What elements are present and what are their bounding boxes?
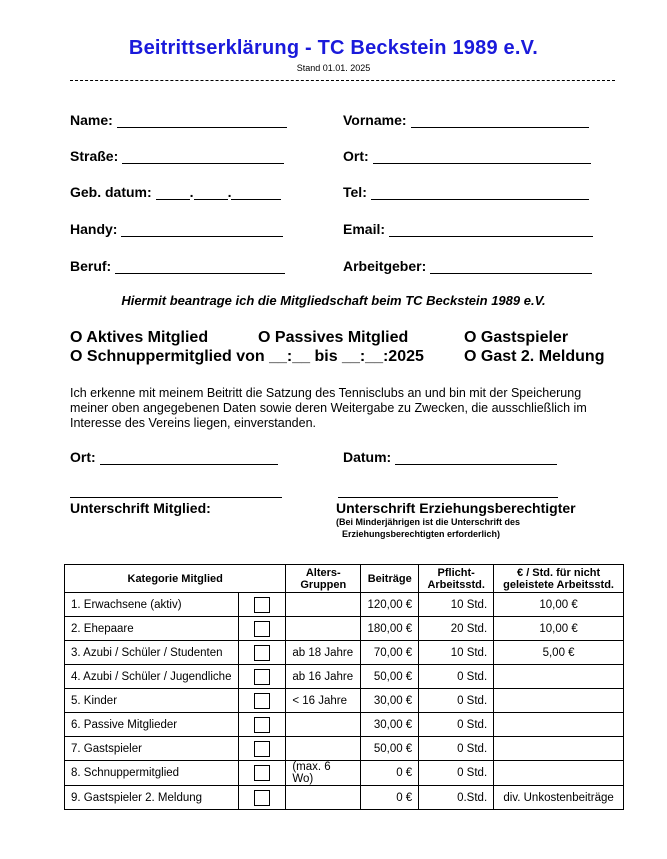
ort-line[interactable]: [373, 149, 591, 164]
vorname-field[interactable]: [343, 112, 589, 128]
cell-alter: [286, 786, 361, 810]
beruf-label: Beruf:: [70, 258, 112, 274]
datum-label: Datum:: [343, 449, 392, 465]
cell-kategorie: 7. Gastspieler: [65, 737, 239, 761]
cell-euro: 5,00 €: [494, 641, 624, 665]
cell-alter: [286, 617, 361, 641]
checkbox-cell: [239, 713, 286, 737]
signature-note-2: Erziehungsberechtigten erforderlich): [342, 529, 501, 539]
cell-euro: [494, 761, 624, 786]
cell-kategorie: 3. Azubi / Schüler / Studenten: [65, 641, 239, 665]
fee-table: [64, 564, 624, 810]
cell-euro: 10,00 €: [494, 617, 624, 641]
datum-field[interactable]: [343, 449, 557, 465]
category-checkbox[interactable]: [254, 765, 270, 781]
checkbox-cell: [239, 617, 286, 641]
vorname-label: Vorname:: [343, 112, 407, 128]
cell-kategorie: 9. Gastspieler 2. Meldung: [65, 786, 239, 810]
cell-kategorie: 6. Passive Mitglieder: [65, 713, 239, 737]
email-label: Email:: [343, 221, 386, 237]
cell-beitrag: 120,00 €: [361, 593, 419, 617]
checkbox-cell: [239, 689, 286, 713]
table-row: [65, 593, 624, 617]
table-row: [65, 617, 624, 641]
email-line[interactable]: [389, 222, 593, 237]
handy-label: Handy:: [70, 221, 118, 237]
cell-euro: [494, 737, 624, 761]
cell-kategorie: 4. Azubi / Schüler / Jugendliche: [65, 665, 239, 689]
geb-datum-field[interactable]: [70, 184, 281, 200]
category-checkbox[interactable]: [254, 597, 270, 613]
header-pflicht: [419, 565, 494, 593]
datum-line[interactable]: [395, 450, 557, 465]
page-title: Beitrittserklärung - TC Beckstein 1989 e.V.: [128, 37, 539, 59]
cell-beitrag: 50,00 €: [361, 665, 419, 689]
tel-field[interactable]: [343, 184, 589, 200]
cell-kategorie: 5. Kinder: [65, 689, 239, 713]
sign-ort-line[interactable]: [100, 450, 278, 465]
table-header-row: [65, 565, 624, 593]
date-separator: .: [227, 184, 232, 200]
cell-alter: (max. 6 Wo): [286, 761, 361, 786]
option-gast[interactable]: O Gastspieler: [464, 329, 569, 346]
cell-kategorie: 8. Schnuppermitglied: [65, 761, 239, 786]
table-row: [65, 761, 624, 786]
cell-std: 0 Std.: [419, 761, 494, 786]
table-row: [65, 737, 624, 761]
cell-alter: [286, 737, 361, 761]
tel-label: Tel:: [343, 184, 367, 200]
cell-std: 0 Std.: [419, 689, 494, 713]
category-checkbox[interactable]: [254, 645, 270, 661]
table-row: [65, 713, 624, 737]
cell-alter: [286, 713, 361, 737]
cell-euro: [494, 713, 624, 737]
cell-euro: [494, 665, 624, 689]
category-checkbox[interactable]: [254, 790, 270, 806]
sign-ort-label: Ort:: [70, 449, 96, 465]
header-pflicht-line2: Arbeitsstd.: [427, 578, 485, 591]
cell-euro: div. Unkostenbeiträge: [494, 786, 624, 810]
arbeitgeber-field[interactable]: [343, 258, 592, 274]
header-alters-line1: Alters-: [305, 566, 341, 579]
option-passiv[interactable]: O Passives Mitglied: [258, 329, 409, 346]
cell-beitrag: 0 €: [361, 786, 419, 810]
cell-euro: 10,00 €: [494, 593, 624, 617]
checkbox-cell: [239, 665, 286, 689]
header-kategorie: Kategorie Mitglied: [65, 565, 286, 593]
divider: [70, 80, 615, 81]
cell-std: 0.Std.: [419, 786, 494, 810]
table-row: [65, 665, 624, 689]
geb-year-line[interactable]: [231, 185, 281, 200]
cell-std: 0 Std.: [419, 737, 494, 761]
signature-line-mitglied[interactable]: [70, 497, 282, 498]
name-field[interactable]: [70, 112, 287, 128]
checkbox-cell: [239, 786, 286, 810]
cell-alter: ab 16 Jahre: [286, 665, 361, 689]
geb-datum-label: Geb. datum:: [70, 184, 152, 200]
cell-alter: ab 18 Jahre: [286, 641, 361, 665]
beruf-line[interactable]: [115, 259, 285, 274]
header-euro-line2: geleistete Arbeitsstd.: [503, 578, 614, 591]
cell-alter: [286, 593, 361, 617]
signature-label-erziehung: Unterschrift Erziehungsberechtigter: [336, 500, 576, 516]
category-checkbox[interactable]: [254, 669, 270, 685]
header-pflicht-line1: Pflicht-: [437, 566, 475, 579]
signature-line-erziehung[interactable]: [338, 497, 558, 498]
email-field[interactable]: [343, 221, 593, 237]
option-schnupper[interactable]: O Schnuppermitglied von __:__ bis __:__:2025: [70, 348, 424, 365]
tel-line[interactable]: [371, 185, 589, 200]
table-row: [65, 641, 624, 665]
table-row: [65, 786, 624, 810]
handy-line[interactable]: [121, 222, 283, 237]
table-row: [65, 689, 624, 713]
signature-label-mitglied: Unterschrift Mitglied:: [70, 500, 211, 516]
option-gast2[interactable]: O Gast 2. Meldung: [464, 348, 605, 365]
geb-day-line[interactable]: [156, 185, 190, 200]
header-euro-std: [494, 565, 624, 593]
cell-std: 0 Std.: [419, 665, 494, 689]
vorname-line[interactable]: [411, 113, 589, 128]
strasse-label: Straße:: [70, 148, 119, 164]
strasse-field[interactable]: [70, 148, 284, 164]
cell-beitrag: 70,00 €: [361, 641, 419, 665]
checkbox-cell: [239, 737, 286, 761]
ort-field[interactable]: [343, 148, 591, 164]
option-aktiv[interactable]: O Aktives Mitglied: [70, 329, 209, 346]
cell-beitrag: 0 €: [361, 761, 419, 786]
strasse-line[interactable]: [122, 149, 284, 164]
cell-beitrag: 30,00 €: [361, 713, 419, 737]
consent-text: Ich erkenne mit meinem Beitritt die Satzung des Tennisclubs an und bin mit der Speicherung meiner oben angegebenen Daten sowie deren Weitergabe zu Zwecken, die ausschließlich im Interesse des Vereins liegen, einverstanden.: [70, 386, 587, 430]
cell-std: 10 Std.: [419, 593, 494, 617]
membership-intro: Hiermit beantrage ich die Mitgliedschaft beim TC Beckstein 1989 e.V.: [121, 293, 546, 308]
name-label: Name:: [70, 112, 113, 128]
cell-std: 10 Std.: [419, 641, 494, 665]
header-alters-line2: Gruppen: [300, 578, 347, 591]
header-beitraege: Beiträge: [361, 565, 419, 593]
category-checkbox[interactable]: [254, 741, 270, 757]
checkbox-cell: [239, 641, 286, 665]
name-line[interactable]: [117, 113, 287, 128]
cell-beitrag: 50,00 €: [361, 737, 419, 761]
checkbox-cell: [239, 593, 286, 617]
beruf-field[interactable]: [70, 258, 285, 274]
ort-label: Ort:: [343, 148, 369, 164]
sign-ort-field[interactable]: [70, 449, 278, 465]
cell-std: 20 Std.: [419, 617, 494, 641]
signature-note-1: (Bei Minderjährigen ist die Unterschrift des: [336, 517, 521, 527]
cell-alter: < 16 Jahre: [286, 689, 361, 713]
category-checkbox[interactable]: [254, 717, 270, 733]
checkbox-cell: [239, 761, 286, 786]
cell-beitrag: 180,00 €: [361, 617, 419, 641]
cell-kategorie: 1. Erwachsene (aktiv): [65, 593, 239, 617]
stand-date: Stand 01.01. 2025: [296, 63, 371, 73]
geb-month-line[interactable]: [194, 185, 228, 200]
header-euro-line1: € / Std. für nicht: [517, 566, 601, 579]
cell-beitrag: 30,00 €: [361, 689, 419, 713]
arbeitgeber-label: Arbeitgeber:: [343, 258, 427, 274]
header-altersgruppen: [286, 565, 361, 593]
date-separator: .: [189, 184, 194, 200]
handy-field[interactable]: [70, 221, 283, 237]
arbeitgeber-line[interactable]: [430, 259, 592, 274]
category-checkbox[interactable]: [254, 621, 270, 637]
category-checkbox[interactable]: [254, 693, 270, 709]
cell-kategorie: 2. Ehepaare: [65, 617, 239, 641]
cell-euro: [494, 689, 624, 713]
cell-std: 0 Std.: [419, 713, 494, 737]
